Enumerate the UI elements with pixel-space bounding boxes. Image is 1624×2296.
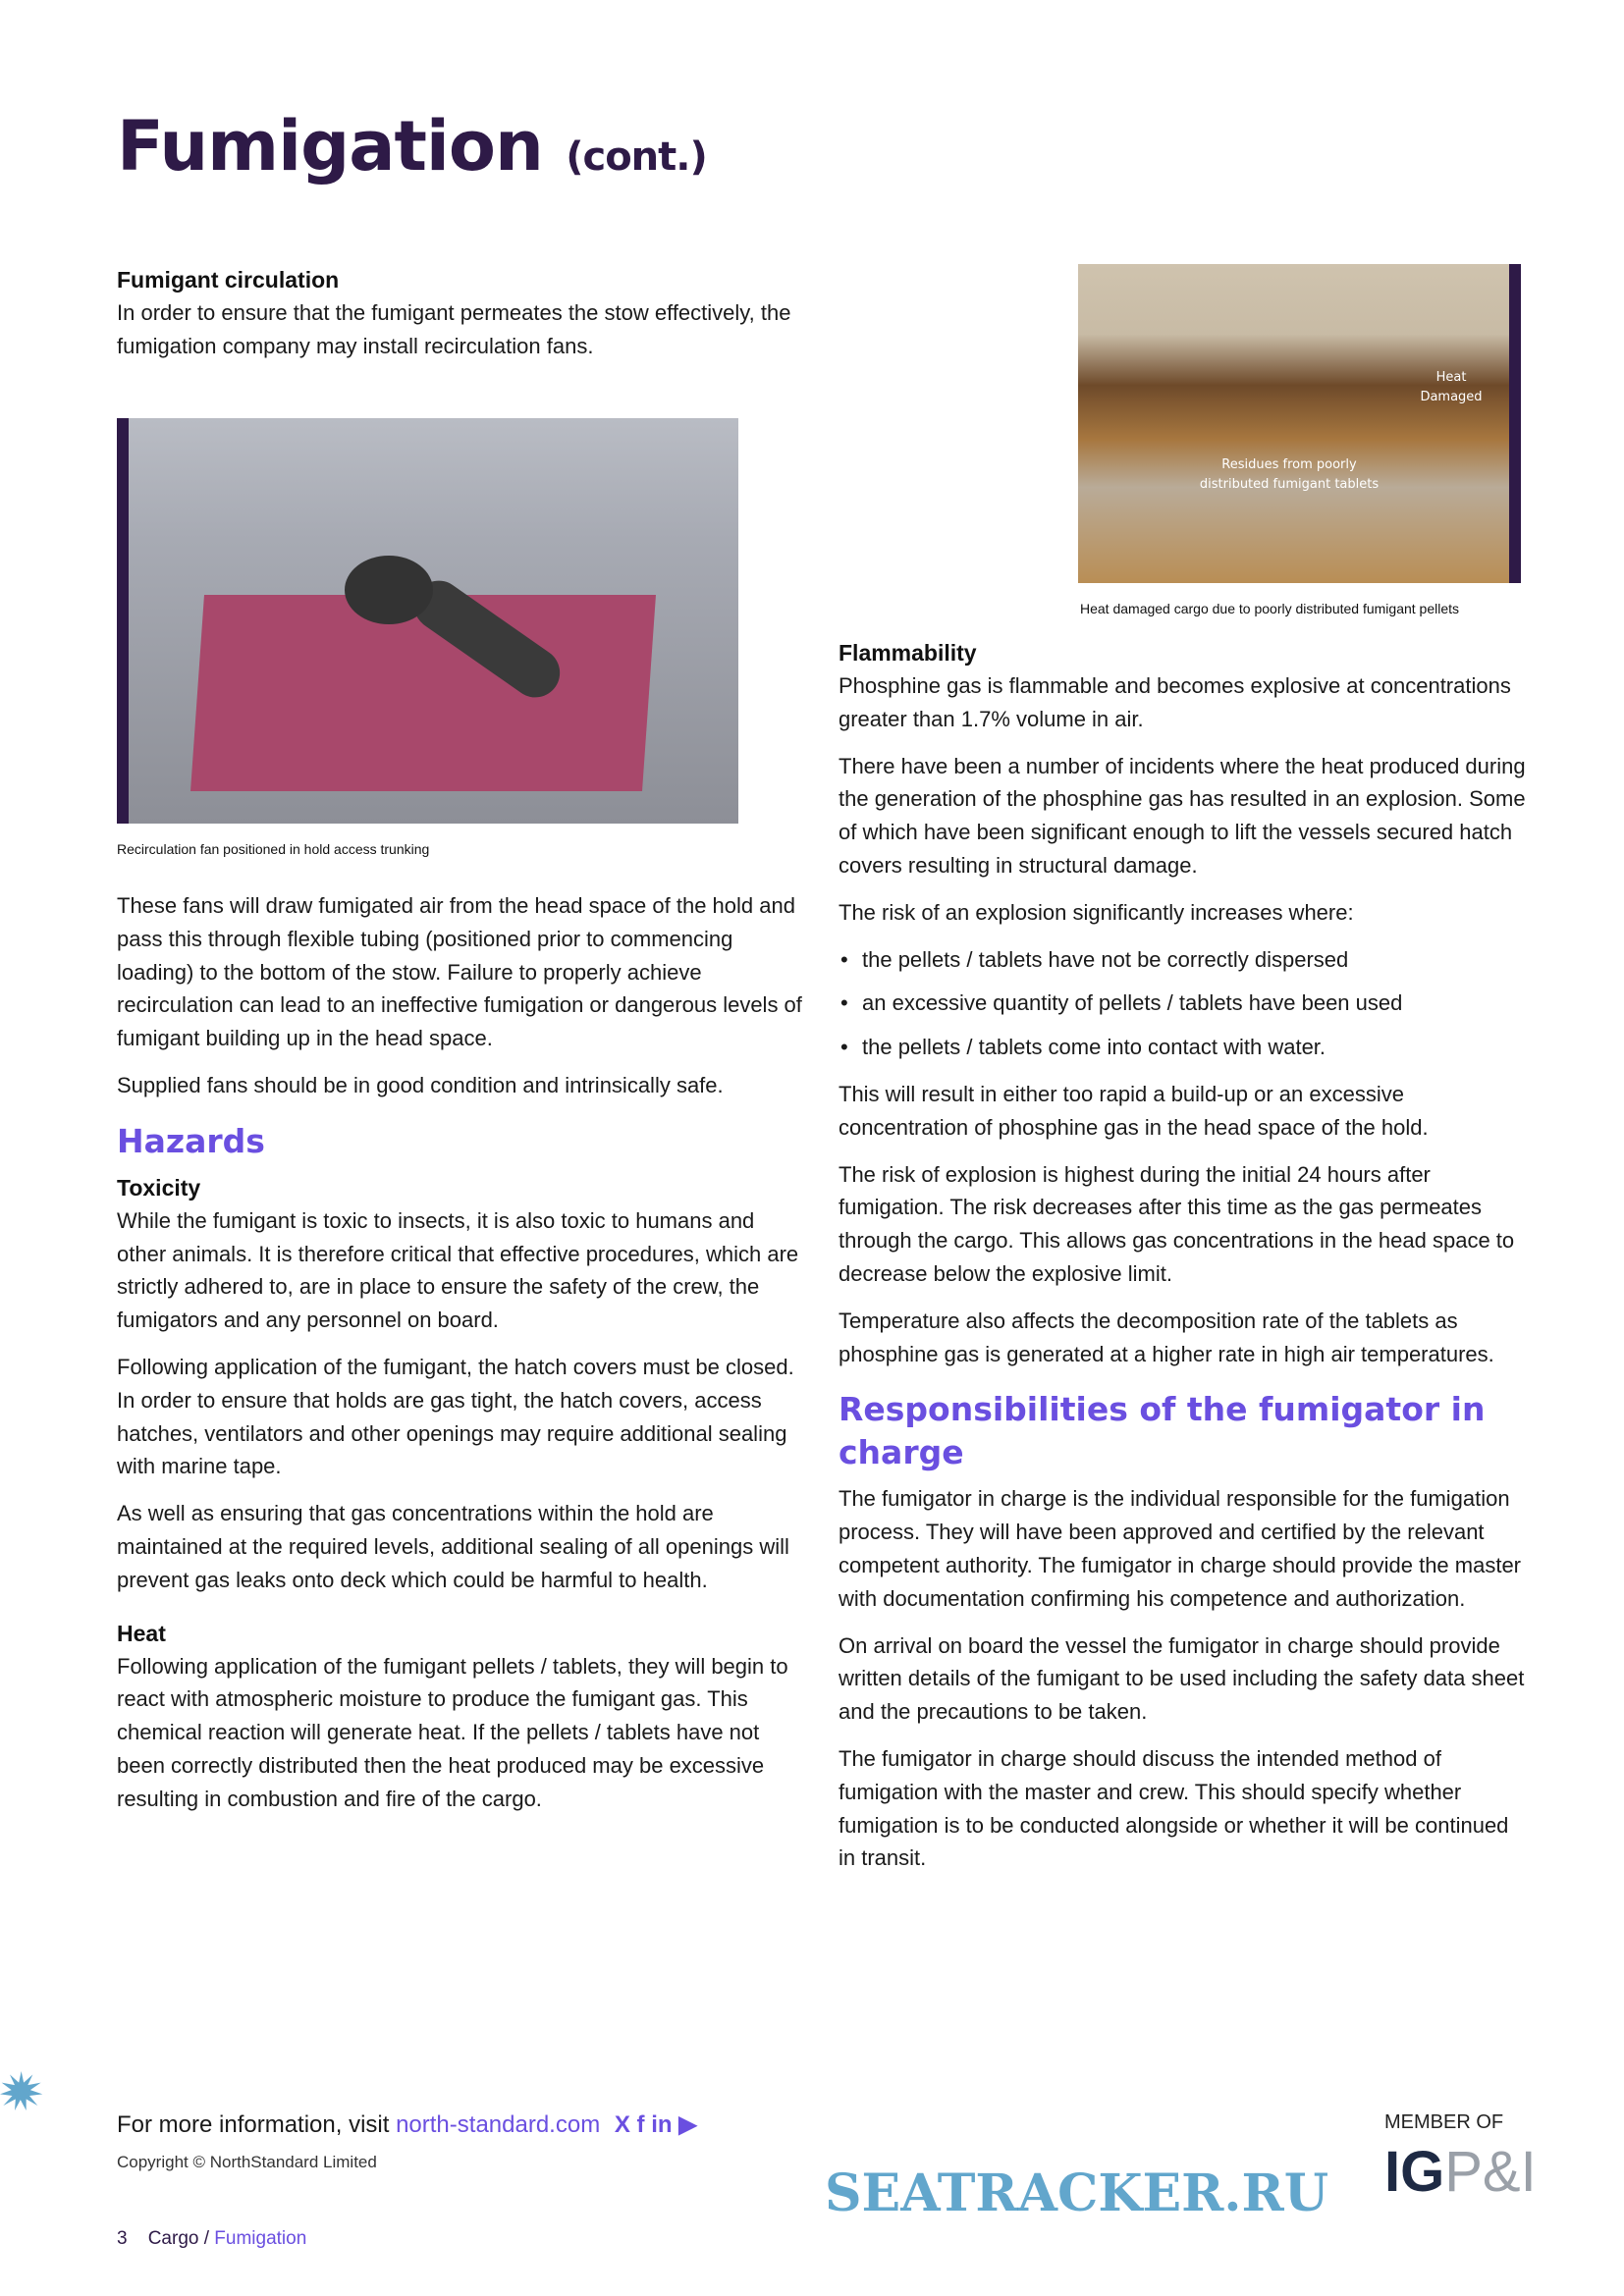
resp-p2: On arrival on board the vessel the fumigator in charge should provide written details of the fumigant to be used including the safety data sheet and the precautions to be taken. (839, 1632, 1525, 1725)
page-number: 3 (117, 2228, 128, 2249)
fans-text: These fans will draw fumigated air from the head space of the hold and pass this through flexible tubing (positioned prior to commencing loading) to the bottom of the stow. Failure to properly achieve recirculation can lead to an ineffective fumigation or dangerous levels of fumigant building up in the head space. (117, 893, 802, 1051)
left-column (117, 889, 804, 1830)
flam-p2: There have been a number of incidents where the heat produced during the generation of the phosphine gas has resulted in an explosion. Some of which have been significant enough to lift the vessels secured hatch covers resulting in structural damage. (839, 753, 1526, 878)
photo-label-residues: Residues from poorly distributed fumigant tablets (1199, 457, 1380, 492)
flam-p1: Phosphine gas is flammable and becomes explosive at concentrations greater than 1.7% volume in air. (839, 673, 1511, 731)
facebook-icon[interactable]: f (636, 2111, 645, 2138)
recirculation-fan-photo (117, 418, 738, 824)
breadcrumb-current[interactable]: Fumigation (214, 2228, 307, 2249)
toxicity-p3: As well as ensuring that gas concentrations within the hold are maintained at the required levels, additional sealing of all openings will prevent gas leaks onto deck which could be harmful to health. (117, 1501, 789, 1592)
footer-info (117, 2110, 697, 2139)
linkedin-icon[interactable]: in (651, 2111, 673, 2138)
breadcrumb-separator: / (203, 2228, 210, 2249)
fan-photo-caption: Recirculation fan positioned in hold access trunking (117, 841, 430, 857)
hazards-heading: Hazards (117, 1121, 265, 1160)
list-item: • the pellets / tablets come into contact with water. (839, 1031, 1526, 1064)
title-main: Fumigation (117, 106, 543, 187)
toxicity-p2: Following application of the fumigant, the hatch covers must be closed. In order to ensure that holds are gas tight, the hatch covers, access hatches, ventilators and other openings may require additional sealing with marine tape. (117, 1354, 794, 1479)
toxicity-p1: While the fumigant is toxic to insects, it is also toxic to humans and other animals. It is therefore critical that effective procedures, which are strictly adhered to, are in place to ensure the safety of the crew, the fumigators and any personnel on board. (117, 1207, 799, 1333)
flammability-heading: Flammability (839, 640, 977, 666)
heat-heading: Heat (117, 1620, 166, 1646)
youtube-icon[interactable]: ▶ (678, 2111, 697, 2138)
fan (345, 556, 433, 624)
resp-p3: The fumigator in charge should discuss the intended method of fumigation with the master and crew. This should specify whether fumigation is to be conducted alongside or whether it will be continued in transit. (839, 1745, 1509, 1871)
page-title (117, 106, 707, 187)
heat-damaged-cargo-photo (1078, 264, 1521, 583)
list-item: • the pellets / tablets have not be correctly dispersed (839, 943, 1526, 977)
x-icon[interactable]: X (614, 2111, 630, 2138)
supplied-text: Supplied fans should be in good condition and intrinsically safe. (117, 1072, 724, 1097)
watermark-starburst-icon (0, 2071, 108, 2110)
flam-p4: This will result in either too rapid a build-up or an excessive concentration of phosphine gas in the head space of the hold. (839, 1081, 1429, 1140)
flam-p3: The risk of an explosion significantly increases where: (839, 899, 1354, 925)
toxicity-heading: Toxicity (117, 1174, 201, 1201)
breadcrumb-parent[interactable]: Cargo (147, 2228, 199, 2249)
igpi-logo (1384, 2142, 1537, 2203)
flam-p6: Temperature also affects the decomposition rate of the tablets as phosphine gas is generated at a higher rate in high air temperatures. (839, 1308, 1494, 1366)
watermark: SEATRACKER.RU (825, 2163, 1329, 2223)
photo-label-heat-damaged: Heat Damaged (1420, 370, 1483, 404)
igpi-logo-ig: IG (1384, 2140, 1445, 2204)
copyright: Copyright © NorthStandard Limited (117, 2153, 377, 2171)
flam-p5: The risk of explosion is highest during the initial 24 hours after fumigation. The risk decreases after this time as the gas permeates through the cargo. This allows gas concentrations in the head space to decrease below the explosive limit. (839, 1161, 1515, 1286)
circulation-text: In order to ensure that the fumigant permeates the stow effectively, the fumigation company may install recirculation fans. (117, 300, 791, 358)
member-of-label: MEMBER OF (1384, 2111, 1504, 2133)
heat-text: Following application of the fumigant pellets / tablets, they will begin to react with atmospheric moisture to produce the fumigant gas. This chemical reaction will generate heat. If the pellets / tablets have not been correctly distributed then the heat produced may be excessive resulting in combustion and fire of the cargo. (117, 1653, 788, 1811)
right-column (839, 636, 1526, 1889)
responsibilities-heading: Responsibilities of the fumigator in charge (839, 1390, 1486, 1472)
list-item: • an excessive quantity of pellets / tablets have been used (839, 987, 1526, 1020)
website-link[interactable]: north-standard.com (396, 2111, 601, 2138)
title-suffix: (cont.) (566, 134, 707, 180)
footer-info-prefix: For more information, visit (117, 2111, 390, 2138)
circulation-heading: Fumigant circulation (117, 267, 340, 293)
left-column-top (117, 263, 804, 377)
igpi-logo-pi: P&I (1444, 2140, 1537, 2204)
resp-p1: The fumigator in charge is the individual responsible for the fumigation process. They will have been approved and certified by the relevant competent authority. The fumigator in charge should provide the master with documentation confirming his competence and authorization. (839, 1486, 1522, 1611)
breadcrumb (117, 2228, 306, 2250)
risk-list (839, 943, 1526, 1064)
cargo-photo-caption: Heat damaged cargo due to poorly distributed fumigant pellets (1080, 601, 1460, 616)
